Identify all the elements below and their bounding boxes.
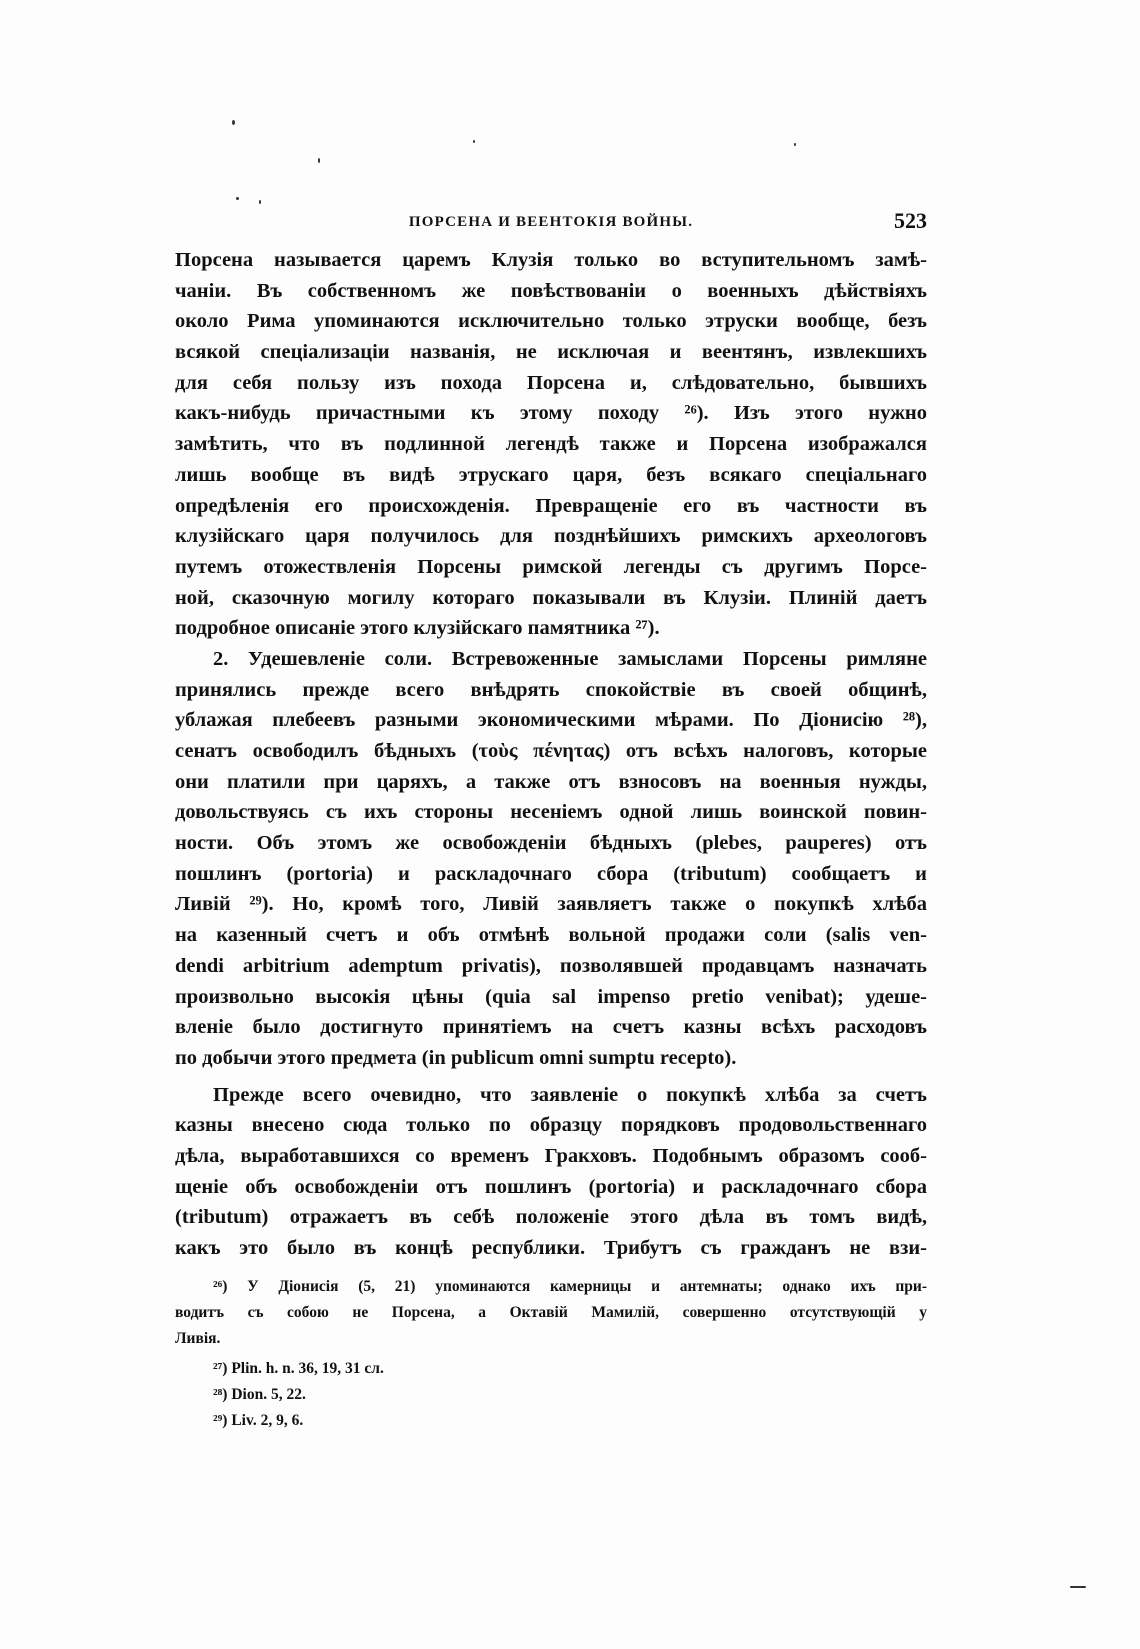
text-line: произвольно высокія цѣны (quia sal impenso pretio venibat); удеше-	[175, 985, 927, 1008]
footnote-line: ²⁸) Dion. 5, 22.	[213, 1386, 306, 1403]
text-line: Ливій ²⁹). Но, кромѣ того, Ливій заявляетъ также о покупкѣ хлѣба	[175, 893, 927, 916]
footnote-line: Ливія.	[175, 1330, 221, 1347]
footnote-line: ²⁹) Liv. 2, 9, 6.	[213, 1412, 304, 1429]
scan-speck	[232, 120, 235, 125]
text-line: дѣла, выработавшихся со временъ Гракховъ. Подобнымъ образомъ сооб-	[175, 1144, 927, 1167]
text-line: ности. Объ этомъ же освобожденіи бѣдныхъ (plebes, pauperes) отъ	[175, 832, 927, 855]
text-line: пошлинъ (portoria) и раскладочнаго сбора (tributum) сообщаетъ и	[175, 862, 927, 885]
text-line: замѣтить, что въ подлинной легендѣ также и Порсена изображался	[175, 433, 927, 456]
text-line: какъ-нибудь причастными къ этому походу ²⁶). Изъ этого нужно	[175, 402, 927, 425]
scan-speck	[236, 197, 239, 200]
text-line: они платили при царяхъ, а также отъ взносовъ на военныя нужды,	[175, 770, 927, 793]
scan-speck	[1070, 1586, 1086, 1588]
text-line: dendi arbitrium ademptum privatis), позволявшей продавцамъ назначать	[175, 954, 927, 977]
page-header	[175, 208, 927, 238]
page-number: 523	[894, 208, 927, 233]
scan-speck	[473, 140, 475, 143]
text-line: всякой спеціализаціи названія, не исключая и веентянъ, извлекшихъ	[175, 341, 927, 364]
running-title: ПОРСЕНА И ВЕЕНТОКІЯ ВОЙНЫ.	[408, 214, 694, 230]
text-line: Прежде всего очевидно, что заявленіе о покупкѣ хлѣба за счетъ	[213, 1083, 927, 1106]
text-line: (tributum) отражаетъ въ себѣ положеніе этого дѣла въ томъ видѣ,	[175, 1206, 927, 1229]
footnote-line: ²⁷) Plin. h. n. 36, 19, 31 сл.	[213, 1360, 384, 1377]
text-line: подробное описаніе этого клузійскаго памятника ²⁷).	[175, 617, 660, 640]
text-line: сенатъ освободилъ бѣдныхъ (τοὺς πένητας) отъ всѣхъ налоговъ, которые	[175, 740, 927, 762]
text-line: лишь вообще въ видѣ этрускаго царя, безъ всякаго спеціальнаго	[175, 463, 927, 486]
text-line: Порсена называется царемъ Клузія только во вступительномъ замѣ-	[175, 249, 927, 271]
text-line: вленіе было достигнуто принятіемъ на счетъ казны всѣхъ расходовъ	[175, 1016, 927, 1039]
text-line: ублажая плебеевъ разными экономическими мѣрами. По Діонисію ²⁸),	[175, 709, 927, 732]
footnote-line: ²⁶) У Діонисія (5, 21) упоминаются камерницы и антемнаты; однако ихъ при-	[213, 1278, 927, 1295]
text-line: чаніи. Въ собственномъ же повѣствованіи о военныхъ дѣйствіяхъ	[175, 279, 927, 302]
text-line: путемъ отожествленія Порсены римской легенды съ другимъ Порсе-	[175, 555, 927, 578]
scan-speck	[794, 143, 796, 146]
footnotes	[175, 1274, 927, 1434]
body-text	[175, 245, 927, 1264]
text-line: для себя пользу изъ похода Порсена и, слѣдовательно, бывшихъ	[175, 371, 927, 394]
scan-speck	[259, 200, 261, 204]
text-line: принялись прежде всего внѣдрять спокойствіе въ своей общинѣ,	[175, 678, 927, 701]
text-line: по добычи этого предмета (in publicum omni sumptu recepto).	[175, 1046, 737, 1069]
text-line: на казенный счетъ и объ отмѣнѣ вольной продажи соли (salis ven-	[175, 924, 927, 947]
scan-speck	[318, 158, 320, 163]
text-line: щеніе объ освобожденіи отъ пошлинъ (portoria) и раскладочнаго сбора	[175, 1175, 927, 1198]
section-heading-line: 2. Удешевленіе соли. Встревоженные замыслами Порсены римляне	[213, 647, 927, 670]
text-line: казны внесено сюда только по образцу порядковъ продовольственнаго	[175, 1114, 927, 1137]
footnote-line: водитъ съ собою не Порсена, а Октавій Мамилій, совершенно отсутствующій у	[175, 1304, 927, 1321]
text-line: опредѣленія его происхожденія. Превращеніе его въ частности въ	[175, 494, 927, 517]
text-line: ной, сказочную могилу котораго показывали въ Клузіи. Плиній даетъ	[175, 586, 927, 609]
text-line: какъ это было въ концѣ республики. Трибутъ съ гражданъ не взи-	[175, 1237, 927, 1259]
text-line: около Рима упоминаются исключительно только этруски вообще, безъ	[175, 310, 927, 333]
text-line: клузійскаго царя получилось для позднѣйшихъ римскихъ археологовъ	[175, 525, 927, 548]
text-line: довольствуясь съ ихъ стороны несеніемъ одной лишь воинской повин-	[175, 801, 927, 824]
